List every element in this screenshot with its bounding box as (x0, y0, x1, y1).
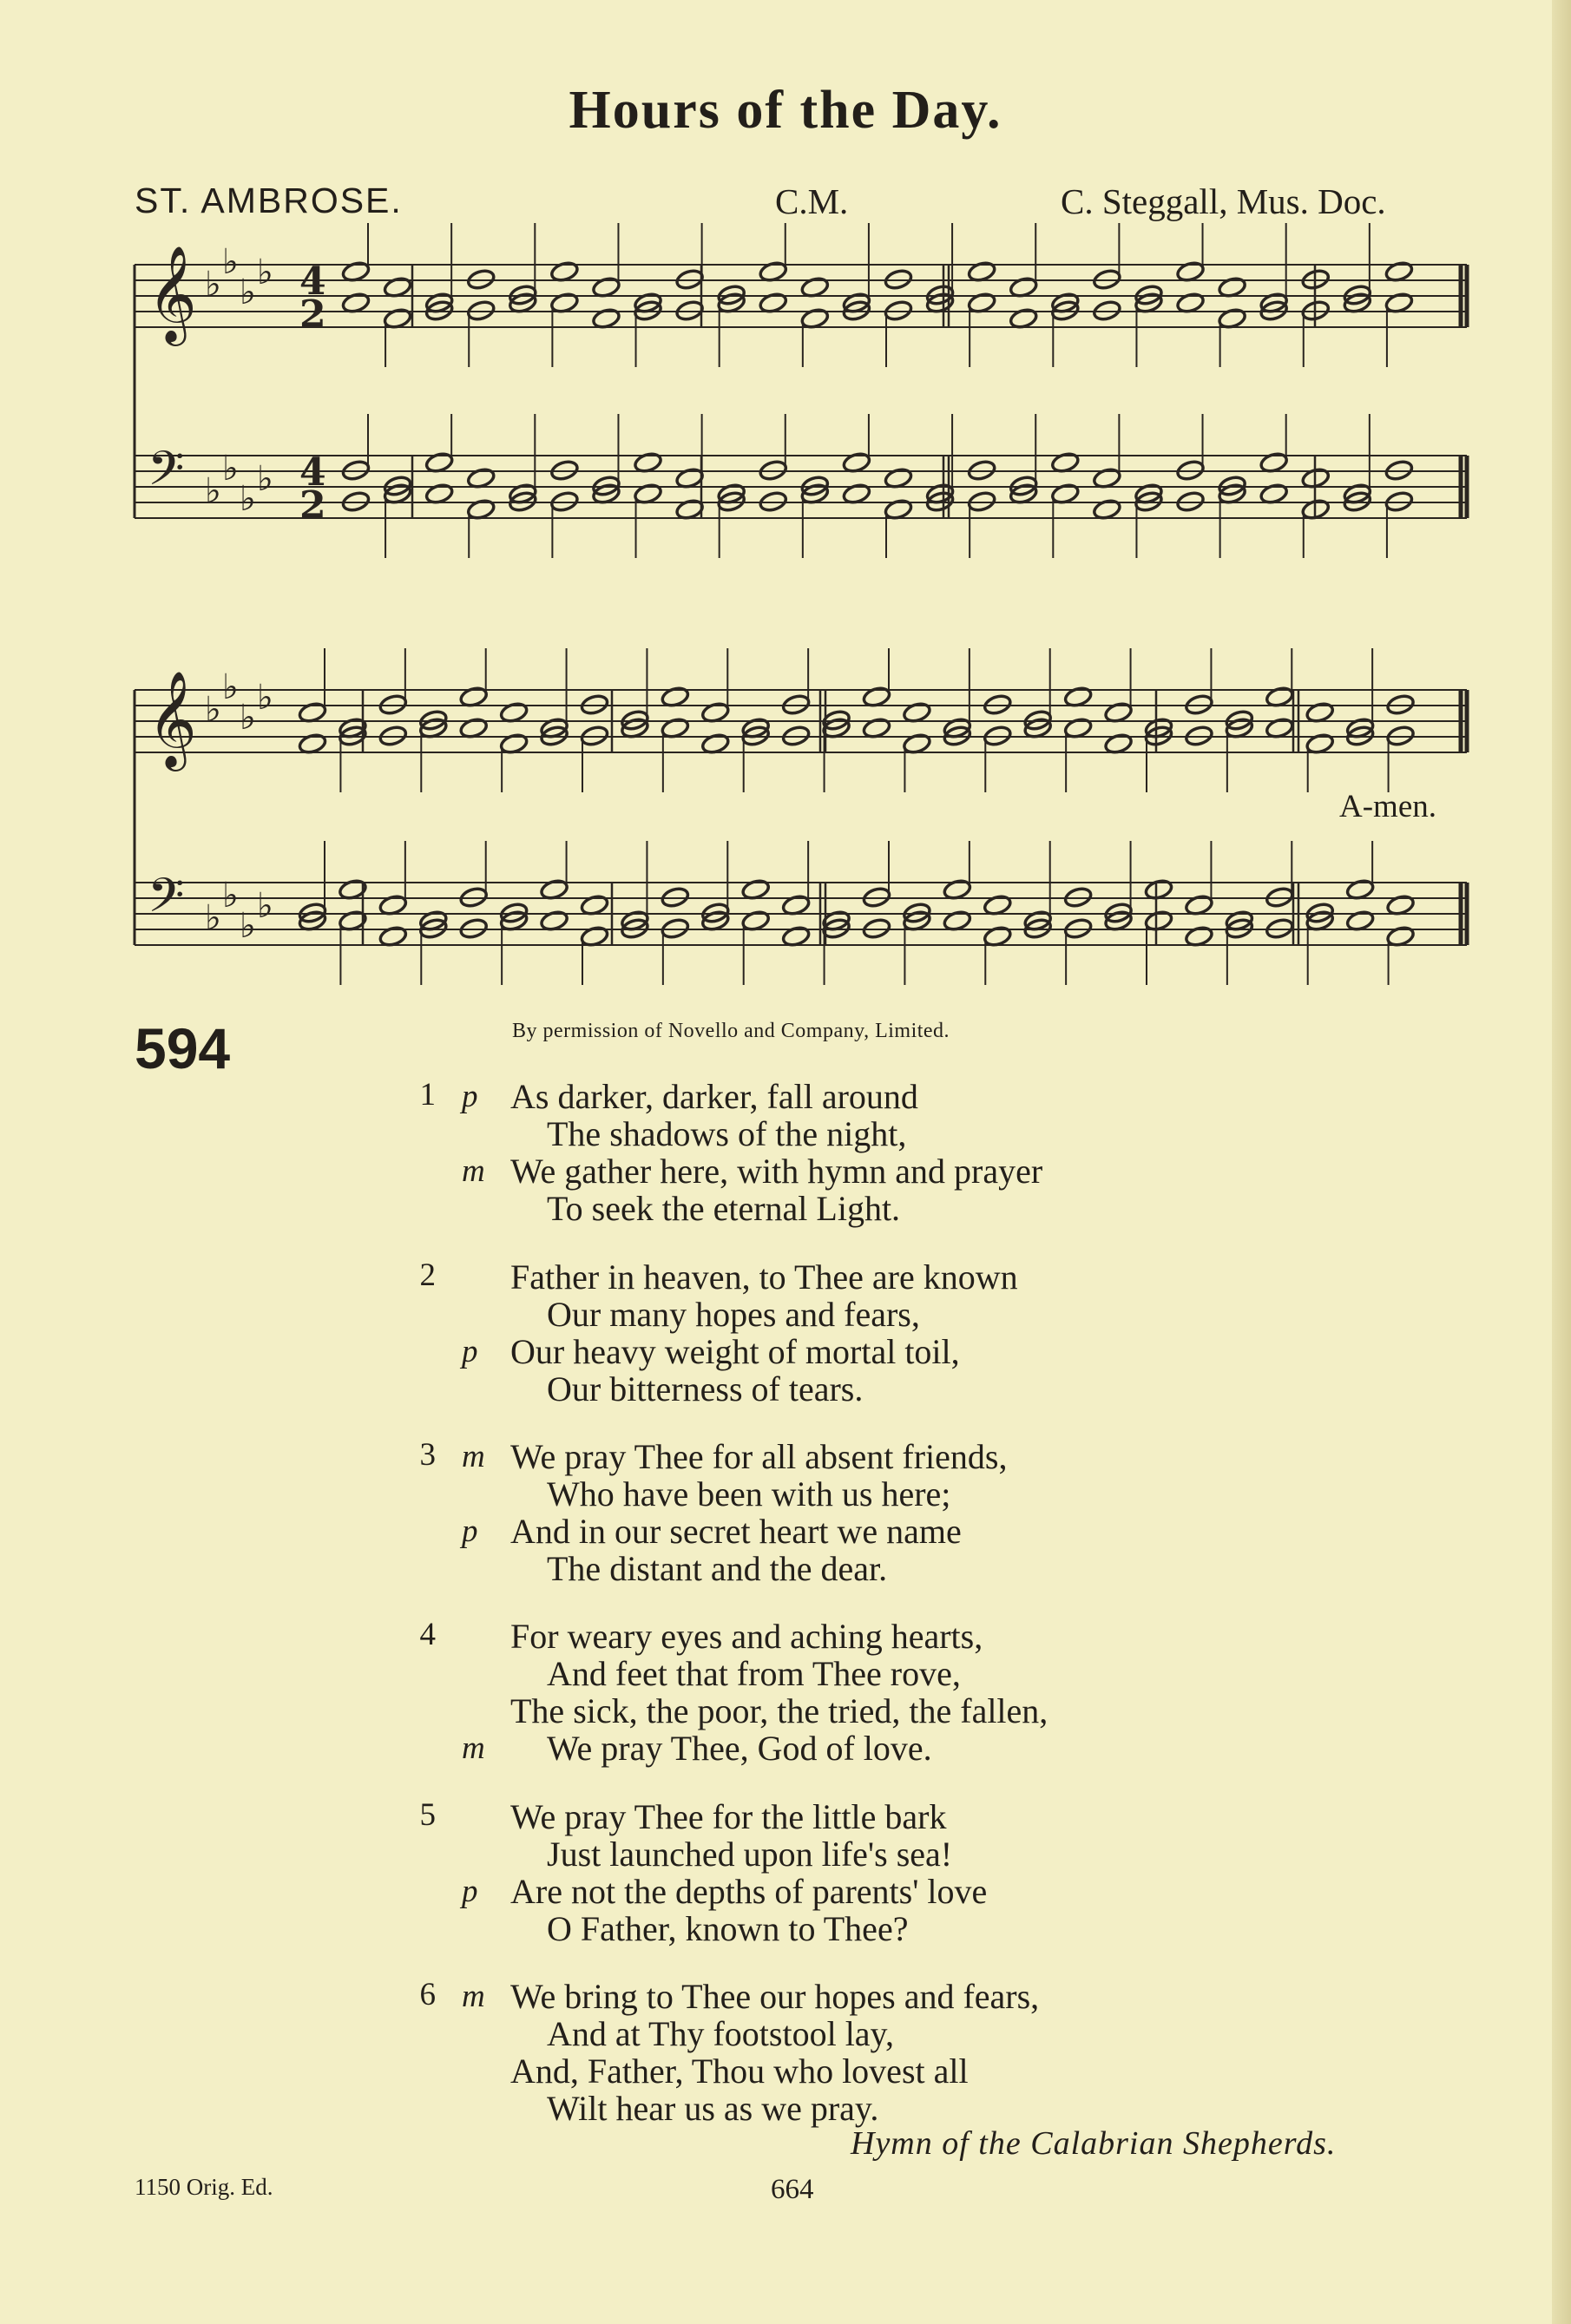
flat-sign: ♭ (205, 690, 221, 730)
flat-sign: ♭ (222, 876, 239, 916)
verse-line: O Father, known to Thee? (547, 1909, 909, 1948)
verse-line: As darker, darker, fall around (510, 1077, 918, 1116)
verse-line: Wilt hear us as we pray. (547, 2089, 879, 2128)
verse-number: 2 (419, 1257, 436, 1293)
bass-clef: 𝄢 (148, 868, 185, 935)
verse-line: Just launched upon life's sea! (547, 1835, 953, 1874)
verse-line: The distant and the dear. (547, 1549, 888, 1588)
amen-label: A-men. (1339, 789, 1436, 824)
verse-line: And, Father, Thou who lovest all (510, 2052, 969, 2091)
dynamic-marking: p (462, 1079, 478, 1114)
page-title: Hours of the Day. (569, 81, 1002, 140)
flat-sign: ♭ (240, 906, 256, 946)
verse-line: The sick, the poor, the tried, the fallen, (510, 1691, 1048, 1730)
verse-line: Father in heaven, to Thee are known (510, 1257, 1018, 1297)
flat-sign: ♭ (257, 459, 273, 499)
verse-number: 5 (419, 1797, 436, 1833)
flat-sign: ♭ (222, 449, 239, 489)
verse-line: And at Thy footstool lay, (547, 2014, 894, 2053)
verse-line: We pray Thee for the little bark (510, 1797, 947, 1836)
dynamic-marking: m (462, 1979, 485, 2014)
music-score (0, 0, 1571, 1007)
flat-sign: ♭ (240, 698, 256, 738)
time-signature: 4 (299, 259, 326, 304)
edition-label: 1150 Orig. Ed. (135, 2174, 273, 2200)
verse-line: To seek the eternal Light. (547, 1189, 901, 1228)
verse-line: Our bitterness of tears. (547, 1369, 864, 1408)
verse-line: And feet that from Thee rove, (547, 1654, 961, 1693)
hymn-number: 594 (135, 1016, 231, 1080)
flat-sign: ♭ (222, 242, 239, 282)
treble-clef: 𝄞 (148, 670, 197, 767)
time-signature: 2 (299, 292, 326, 337)
tune-meter: C.M. (775, 181, 849, 221)
dynamic-marking: m (462, 1439, 485, 1474)
flat-sign: ♭ (240, 272, 256, 312)
verse-line: The shadows of the night, (547, 1114, 907, 1153)
verse-line: We pray Thee for all absent friends, (510, 1437, 1008, 1476)
flat-sign: ♭ (257, 253, 273, 292)
verse-line: We bring to Thee our hopes and fears, (510, 1977, 1040, 2016)
flat-sign: ♭ (205, 471, 221, 511)
dynamic-marking: p (462, 1874, 478, 1909)
verse-line: And in our secret heart we name (510, 1512, 962, 1551)
time-signature: 2 (299, 483, 326, 528)
verse-line: We gather here, with hymn and prayer (510, 1152, 1043, 1191)
verse-line: For weary eyes and aching hearts, (510, 1617, 983, 1656)
hymn-attribution: Hymn of the Calabrian Shepherds. (851, 2125, 1337, 2162)
dynamic-marking: m (462, 1153, 485, 1189)
verse-number: 3 (419, 1437, 436, 1473)
flat-sign: ♭ (205, 898, 221, 938)
time-signature: 4 (299, 450, 326, 495)
dynamic-marking: m (462, 1730, 485, 1766)
verse-line: Are not the depths of parents' love (510, 1872, 988, 1911)
verse-number: 4 (419, 1617, 436, 1652)
permission-notice: By permission of Novello and Company, Limited. (512, 1020, 950, 1042)
verse-line: Who have been with us here; (547, 1474, 951, 1513)
flat-sign: ♭ (240, 479, 256, 519)
verse-line: We pray Thee, God of love. (547, 1729, 932, 1768)
dynamic-marking: p (462, 1513, 478, 1549)
tune-composer: C. Steggall, Mus. Doc. (1061, 181, 1386, 221)
treble-clef: 𝄞 (148, 245, 197, 342)
verse-number: 1 (419, 1077, 436, 1113)
tune-name: ST. AMBROSE. (135, 181, 403, 220)
verse-number: 6 (419, 1977, 436, 2012)
verse-line: Our heavy weight of mortal toil, (510, 1332, 960, 1371)
bass-clef: 𝄢 (148, 441, 185, 508)
dynamic-marking: p (462, 1334, 478, 1369)
page-number: 664 (771, 2174, 814, 2205)
verse-line: Our many hopes and fears, (547, 1295, 920, 1334)
flat-sign: ♭ (205, 265, 221, 305)
flat-sign: ♭ (257, 678, 273, 718)
flat-sign: ♭ (222, 667, 239, 707)
flat-sign: ♭ (257, 886, 273, 926)
